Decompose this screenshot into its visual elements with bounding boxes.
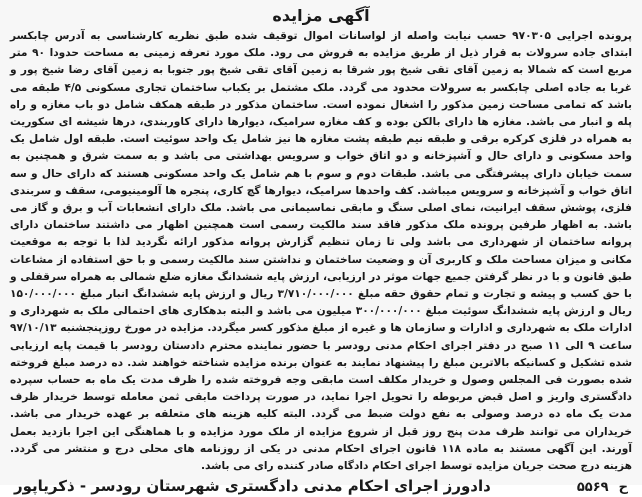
notice-code-number: ۵۵۶۹ (576, 480, 609, 496)
notice-issuer: دادورز اجرای احکام مدنی دادگستری شهرستان رودسر - ذکریاپور (14, 477, 491, 496)
notice-body: پرونده اجرایی ۹۷۰۳۰۵ حسب نیابت واصله از لواسانات اموال توقیف شده طبق نظریه کارشناسی به آدرس چابکسر ابتدای جاده سرولات به قرار ذیل از طریق مزایده به فروش می رود. ملک مورد تعرفه زمینی به مساحت حدودا ۹۰ متر مربع است که شمالا به زمین آقای تقی شیخ پور شرقا به زمین آقای تقی شیخ پور جنوبا به زمین آقای رضا شیخ پور و غربا به جاده اصلی چابکسر به سرولات محدود می گردد. ملک مشتمل بر یکباب ساختمان تجاری مسکونی ۴/۵ طبقه می باشد که تمامی مساحت زمین مذکور را اشغال نموده است. ساختمان مذکور در طبقه همکف شامل دو باب مغازه و راه پله و انبار می باشد. مغازه ها دارای بالکن بوده و کف مغازه سرامیک، دیوارها دارای کاوربندی، درها شیشه ای سکوریت به همراه در فلزی کرکره برقی و طبقه نیم طبقه پشت مغازه ها نیز شامل یک واحد سوئیت است. طبقه اول شامل یک واحد مسکونی و دارای حال و آشپزخانه و دو اتاق خواب و سرویس بهداشتی می باشد و به سمت شرق و همچنین به سمت خیابان دارای پیشرفتگی می باشد. طبقات دوم و سوم با هم شامل یک واحد مسکونی هستند که دارای حال و سه اتاق خواب و آشپزخانه و سرویس میباشد. کف واحدها سرامیک، دیوارها گچ کاری، پنجره ها آلومینیومی، سقف و سربندی فلزی، پوشش سقف ایرانیت، نمای اصلی سنگ و مابقی نماسیمانی می باشد. ملک دارای انشعابات آب و برق و گاز می باشد. به اظهار طرفین پرونده ملک مذکور فاقد سند مالکیت رسمی است همچنین اظهار می داشتند ساختمان دارای پروانه ساختمان از شهرداری می باشد ولی تا زمان تنظیم گزارش پروانه مذکور ارائه نگردید لذا با توجه به موقعیت مکانی و میزان مساحت ملک و کاربری آن و وضعیت ساختمان و نداشتن سند مالکیت رسمی و با حق استفاده از مشاعات طبق قانون و با در نظر گرفتن جمیع جهات موثر در ارزیابی، ارزش پایه ششدانگ مغازه ضلع شمالی به همراه سرقفلی و با حق کسب و پیشه و تجارت و تمام حقوق حقه مبلغ ۳/۷۱۰/۰۰۰/۰۰۰ ریال و ارزش پایه ششدانگ انبار مبلغ ۱۵۰/۰۰۰/۰۰۰ ریال و ارزش پایه ششدانگ سوئیت مبلغ ۳۰۰/۰۰۰/۰۰۰ میلیون می باشد و البته بدهکاری های احتمالی ملک به شهرداری و ادارات ملک به شهرداری و ادارات و سازمان ها و غیره از مبلغ مذکور کسر میگردد. مزایده در مورخ روزپنجشنبه ۹۷/۱۰/۱۳ ساعت ۹ الی ۱۱ صبح در دفتر اجرای احکام مدنی رودسر با حضور نماینده محترم دادستان رودسر با قیمت پایه ارزیابی شده تشکیل و کسانیکه بالاترین مبلغ را پیشنهاد نمایند به عنوان برنده مزایده شناخته خواهند شد. ده درصد مبلغ فروخته شده بصورت فی المجلس وصول و خریدار مکلف است مابقی وجه فروخته شده را ظرف مدت یک ماه به حساب سپرده دادگستری واریز و اصل قبض مربوطه را تحویل اجرا نماید، در صورت پرداخت مابقی ثمن معامله توسط خریدار ظرف مدت یک ماه ده درصد وصولی به نفع دولت ضبط می گردد. البته کلیه هزینه های متعلقه بر عهده خریدار می باشد. خریداران می توانند ظرف مدت پنج روز قبل از شروع مزایده از ملک مورد مزایده و با هماهنگی این اجرا بازدید بعمل آورند. این آگهی مستند به ماده ۱۱۸ قانون اجرای احکام مدنی در یکی از روزنامه های محلی درج و منتشر می گردد. هزینه درج صحت جریان مزایده توسط اجرای احکام دادگاه صادر کننده رای می باشد. (10, 30, 632, 473)
notice-footer (10, 477, 632, 497)
notice-code-prefix: ح (618, 480, 628, 496)
notice-code (567, 479, 628, 497)
notice-title: آگهی مزایده (272, 6, 370, 25)
